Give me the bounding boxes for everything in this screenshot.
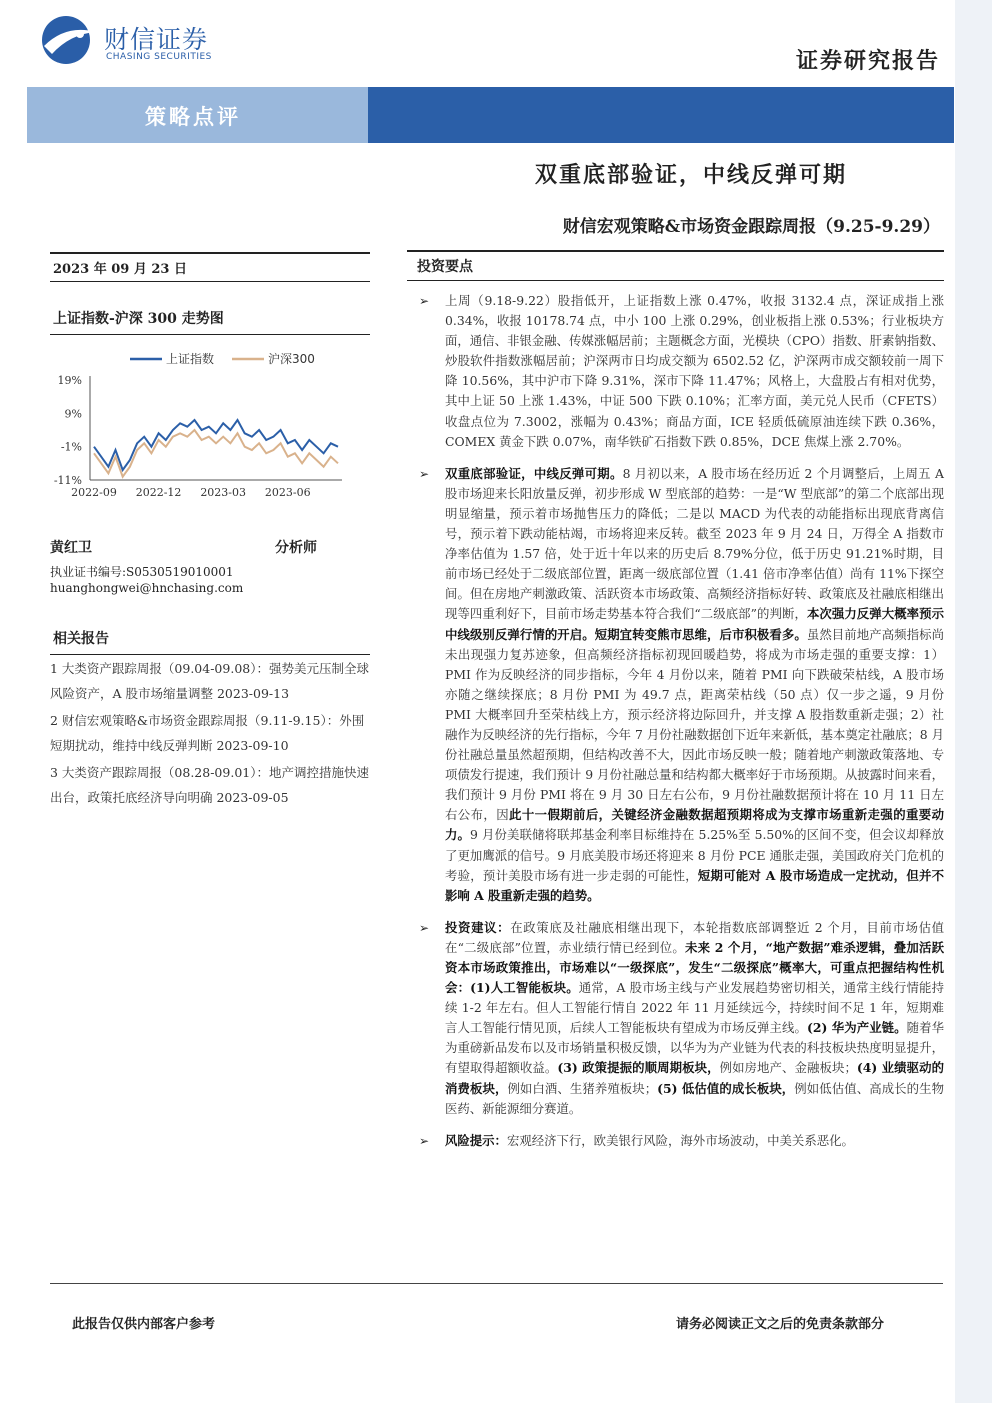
- bullet-risk-warning: [407, 1131, 944, 1151]
- x-tick-label: 2023-03: [200, 486, 247, 499]
- bullet-lead: 双重底部验证，中线反弹可期。: [445, 465, 623, 481]
- right-edge-strip: [955, 0, 992, 1403]
- analyst-email[interactable]: huanghongwei@hnchasing.com: [50, 581, 244, 595]
- x-tick-label: 2023-06: [264, 486, 311, 499]
- bullet-lead: 风险提示：: [445, 1132, 507, 1148]
- bullet-emphasis: (2) 华为产业链。: [807, 1020, 907, 1036]
- category-label: 策略点评: [145, 104, 241, 129]
- series-line-2: [94, 430, 338, 477]
- bullet-double-bottom: [407, 464, 944, 906]
- footer-note: 此报告仅供内部客户参考: [72, 1317, 216, 1332]
- bullet-investment-advice: [407, 918, 944, 1119]
- brand-name-en: CHASING SECURITIES: [106, 52, 212, 62]
- brand-name-cn: 财信证券: [104, 25, 209, 54]
- report-type: 证券研究报告: [795, 48, 940, 74]
- category-banner: [27, 87, 954, 143]
- bullet-text: 虽然目前地产高频指标尚未出现强力复苏迹象，但高频经济指标初现回暖趋势，将成为市场走强的重要支撑：1）PMI 作为反映经济的同步指标，今年 4 月份以来，随着 PMI 向下跌破荣枯线，A 股市场亦随之继续探底；8 月份 PMI 为 49.7 点，距离荣枯线（50 点）仅一步之遥，9 月份 PMI 大概率回升至荣枯线上方，预示经济将边际回升，并支撑 A 股指数重新走强；2）社融作为反映经济的先行指标，今年 7 月份社融数据创下近年来新低，基本奠定社融底；8 月份社融总量虽然超预期，但结构改善不大，因此市场反映一般；随着地产刺激政策落地、专项债发行提速，我们预计 9 月份社融总量和结构都大概率好于市场预期。从披露时间来看，我们预计 9 月份 PMI 将在 9 月 30 日左右公布，9 月份社融数据预计将在 10 月 11 日左右公布，因: [445, 626, 945, 823]
- bullet-text: 随着华为重磅新品发布以及市场销量积极反馈，以华为为产业链为代表的科技板块热度明显提升，有望取得超额收益。: [445, 1020, 945, 1076]
- bullet-text: 例如白酒、生猪养殖板块；: [507, 1080, 658, 1096]
- chart-svg: [50, 342, 370, 512]
- y-tick-label: -11%: [53, 474, 82, 487]
- investment-highlights-heading: 投资要点: [407, 250, 944, 281]
- arrow-bullet-icon: ➢: [419, 294, 430, 308]
- index-trend-chart: [50, 342, 370, 512]
- related-reports-title: 相关报告: [50, 628, 370, 655]
- bullet-lead: 投资建议：: [445, 919, 511, 935]
- x-tick-label: 2022-09: [71, 486, 117, 499]
- bullet-text: 例如房地产、金融板块；: [719, 1060, 857, 1076]
- bullet-emphasis: 此十一假期前后，关键经济金融数据超预期将成为支撑市场重新走强的重要动力。: [445, 807, 945, 843]
- analyst-cert: 执业证书编号:S0530519010001: [50, 565, 234, 579]
- y-tick-label: -1%: [60, 440, 82, 454]
- related-report-item[interactable]: 2 财信宏观策略&市场资金跟踪周报（9.11-9.15）：外围短期扰动，维持中线反弹判断 2023-09-10: [50, 713, 365, 753]
- bullet-text: 宏观经济下行，欧美银行风险，海外市场波动，中美关系恶化。: [506, 1132, 854, 1148]
- bullet-text: 在政策底及社融底相继出现下，本轮指数底部调整近 2 个月，目前市场估值在“二级底部”位置，赤业绩行情已经到位。: [445, 919, 944, 955]
- investment-highlights: [407, 250, 944, 1163]
- bullet-text: 9 月份美联储将联邦基金利率目标维持在 5.25%至 5.50%的区间不变，但会议却释放了更加鹰派的信号。9 月底美股市场还将迎来 8 月份 PCE 通胀走强，美国政府关门危机的考验，预计美股市场有进一步走弱的可能性，: [445, 827, 944, 883]
- chart-title: 上证指数-沪深 300 走势图: [50, 308, 370, 335]
- arrow-bullet-icon: ➢: [419, 920, 430, 935]
- arrow-bullet-icon: ➢: [419, 1133, 430, 1148]
- y-tick-label: 9%: [64, 407, 82, 421]
- analyst-block: [50, 540, 370, 596]
- logo: [40, 14, 240, 66]
- legend-label: 沪深300: [268, 352, 315, 366]
- bullet-market-review: [407, 291, 944, 452]
- bullet-text: 例如低估值、高成长的生物医药、新能源细分赛道。: [445, 1080, 945, 1116]
- report-subtitle: 财信宏观策略&市场资金跟踪周报（9.25-9.29）: [562, 217, 940, 237]
- footer-divider: [50, 1283, 943, 1284]
- arrow-bullet-icon: ➢: [419, 466, 430, 481]
- related-report-item[interactable]: 1 大类资产跟踪周报（09.04-09.08）：强势美元压制全球风险资产，A 股市场缩量调整 2023-09-13: [50, 661, 369, 701]
- bullet-emphasis: 短期可能对 A 股市场造成一定扰动，但并不影响 A 股重新走强的趋势。: [445, 867, 945, 903]
- related-report-item[interactable]: 3 大类资产跟踪周报（08.28-09.01）：地产调控措施快速出台，政策托底经济导向明确 2023-09-05: [50, 765, 369, 805]
- x-tick-label: 2022-12: [135, 486, 182, 499]
- footer-disclaimer: 请务必阅读正文之后的免责条款部分: [676, 1317, 885, 1332]
- legend-label: 上证指数: [166, 352, 215, 366]
- bullet-text: 通常，A 股市场主线与产业发展趋势密切相关，通常主线行情能持续 1-2 年左右。但人工智能行情自 2022 年 11 月延续远今，持续时间不足 1 年，短期难言人工智能行情见顶，后续人工智能板块有望成为市场反弹主线。: [445, 980, 944, 1036]
- bullet-emphasis: 未来 2 个月，“地产数据”难杀逻辑，叠加活跃资本市场政策推出，市场难以“一级探底”，发生“二级探底”概率大，可重点把握结构性机会：(1)人工智能板块。: [445, 939, 944, 996]
- category-box: [27, 87, 368, 143]
- bullet-emphasis: (3) 政策提振的顺周期板块，: [557, 1060, 720, 1076]
- bullet-text: 上周（9.18-9.22）股指低开，上证指数上涨 0.47%，收报 3132.4 点，深证成指上涨 0.34%，收报 10178.74 点，中小 100 上涨 0.29%，创业板指上涨 0.53%；行业板块方面，通信、非银金融、传媒涨幅居前；主题概念方面，光模块（CPO）指数、肝素钠指数、炒股软件指数涨幅居前；沪深两市日均成交额为 6502.52 亿，沪深两市成交额较前一周下降 10.56%，其中沪市下降 9.31%，深市下降 11.47%；风格上，大盘股占有相对优势，其中上证 50 上涨 1.43%，中证 500 下跌 0.10%；汇率方面，美元兑人民币（CFETS）收盘点位为 7.3002，涨幅为 0.43%；商品方面，ICE 轻质低硫原油连续下跌 0.36%，COMEX 黄金下跌 0.07%，南华铁矿石指数下跌 0.85%，DCE 焦煤上涨 2.70%。: [445, 293, 944, 449]
- bullet-emphasis: (5) 低估值的成长板块，: [657, 1080, 795, 1096]
- analyst-name: 黄红卫: [50, 540, 92, 556]
- analyst-role: 分析师: [275, 540, 317, 556]
- bullet-emphasis: 本次强力反弹大概率预示中线级别反弹行情的开启。短期宜转变熊市思维，后市积极看多。: [445, 606, 945, 642]
- y-tick-label: 19%: [57, 374, 82, 387]
- related-reports-list: [50, 656, 370, 812]
- logo-mark-icon: [40, 14, 98, 66]
- report-date: 2023 年 09 月 23 日: [50, 252, 370, 282]
- bullet-text: 8 月初以来，A 股市场在经历近 2 个月调整后，上周五 A 股市场迎来长阳放量反弹，初步形成 W 型底部的趋势：一是“W 型底部”的第二个底部出现明显缩量，预示着市场抛售压力的降低；二是以 MACD 为代表的动能指标出现底背离信号，预示着下跌动能枯竭，市场将迎来反转。截至 2023 年 9 月 24 日，万得全 A 指数市净率估值为 1.57 倍，处于近十年以来的历史后 8.79%分位，低于历史 91.21%时期，目前市场已经处于二级底部位置，距离一级底部位置（1.41 倍市净率估值）尚有 11%下探空间。但在房地产刺激政策、活跃资本市场政策、高频经济指标好转、政策底及社融底相继出现等四重利好下，目前市场走势基本符合我们“二级底部”的判断，: [445, 465, 945, 622]
- report-title: 双重底部验证，中线反弹可期: [534, 162, 847, 188]
- bullet-emphasis: (4) 业绩驱动的消费板块，: [445, 1060, 944, 1096]
